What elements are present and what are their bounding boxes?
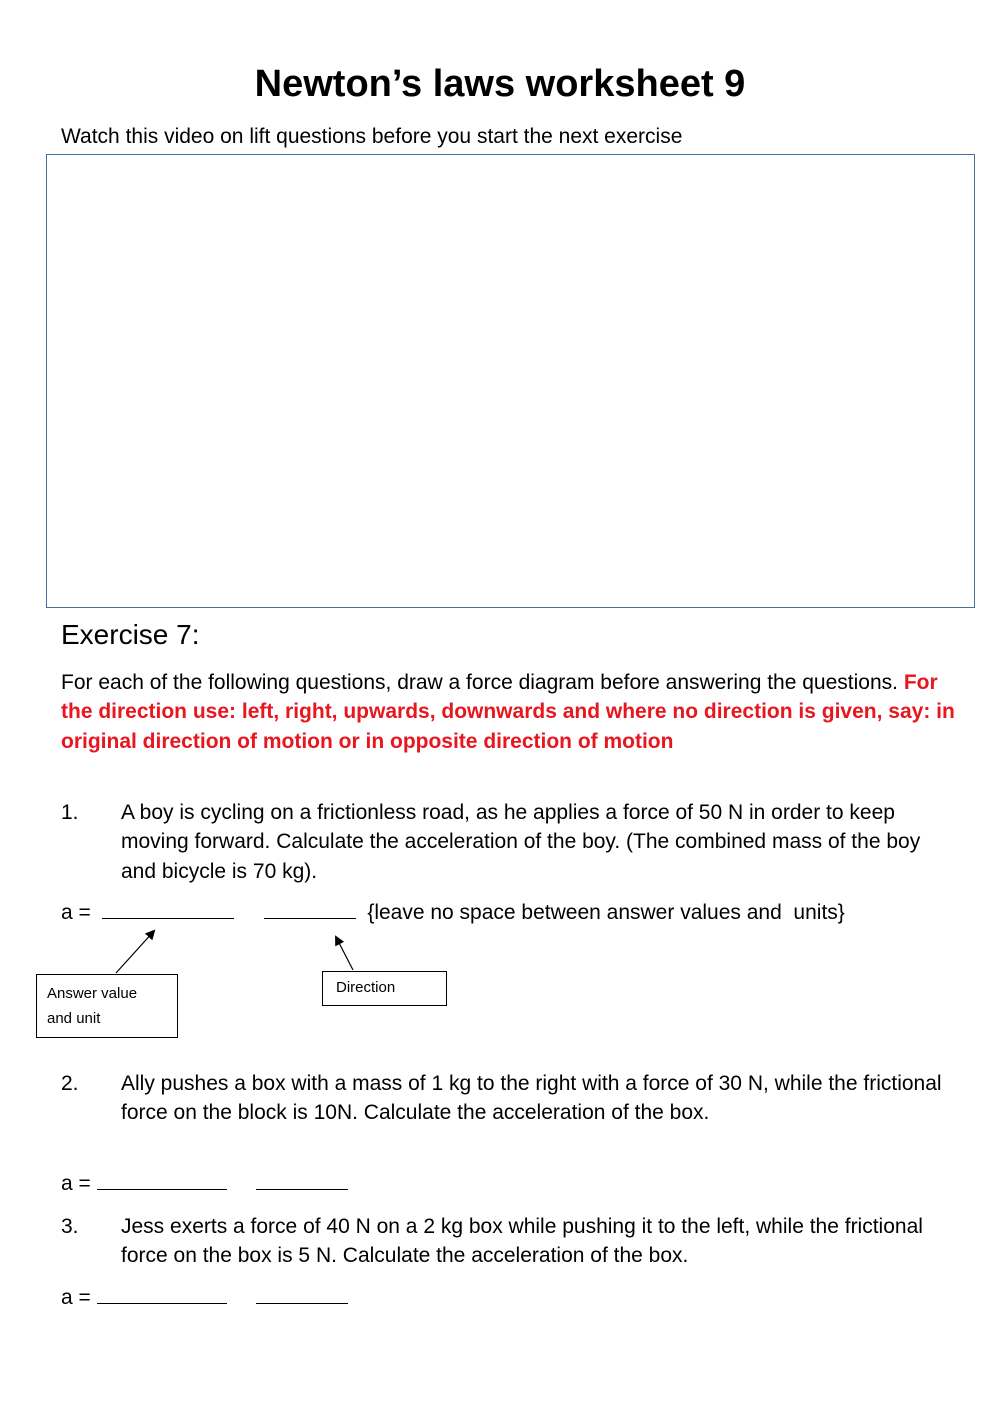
question-1-number: 1. bbox=[61, 801, 79, 824]
exercise-heading: Exercise 7: bbox=[61, 619, 200, 650]
callout-answer-value bbox=[36, 974, 178, 1038]
callout-answer-value-line2: and unit bbox=[47, 1010, 101, 1027]
arrow-to-value-blank bbox=[116, 931, 154, 973]
question-3-answer-row bbox=[61, 1285, 348, 1311]
question-3-number: 3. bbox=[61, 1215, 79, 1238]
callout-answer-value-line1: Answer value bbox=[47, 985, 138, 1002]
question-3-text: Jess exerts a force of 40 N on a 2 kg box while pushing it to the left, while the frictional force on the box is 5 N. Calculate the acceleration of the box. bbox=[121, 1215, 923, 1268]
question-2-text: Ally pushes a box with a mass of 1 kg to the right with a force of 30 N, while the frictional force on the block is 10N. Calculate the acceleration of the box. bbox=[121, 1072, 942, 1125]
instructions-plain: For each of the following questions, draw a force diagram before answering the questions. bbox=[61, 671, 898, 694]
instructions-direction-rule: For the direction use: left, right, upwards, downwards and where no direction is given, say: in original direction of motion or in opposite direction of motion bbox=[61, 671, 955, 753]
page-title: Newton’s laws worksheet 9 bbox=[254, 63, 746, 105]
answer-label: a = bbox=[61, 901, 91, 924]
question-1-text: A boy is cycling on a frictionless road, as he applies a force of 50 N in order to keep moving forward. Calculate the acceleration of the boy. (The combined mass of the boy and bicycle is 70 kg). bbox=[121, 801, 921, 883]
question-3-value-blank[interactable] bbox=[97, 1285, 227, 1304]
answer-note: {leave no space between answer values and units} bbox=[367, 901, 845, 924]
question-2-value-blank[interactable] bbox=[97, 1171, 227, 1190]
arrow-to-direction-blank bbox=[336, 937, 353, 970]
answer-label: a = bbox=[61, 1286, 91, 1309]
answer-label: a = bbox=[61, 1172, 91, 1195]
question-2-answer-row bbox=[61, 1171, 348, 1197]
question-3-direction-blank[interactable] bbox=[256, 1285, 348, 1304]
callout-direction: Direction bbox=[322, 971, 447, 1006]
question-2-direction-blank[interactable] bbox=[256, 1171, 348, 1190]
question-2-number: 2. bbox=[61, 1072, 79, 1095]
video-instruction: Watch this video on lift questions before you start the next exercise bbox=[61, 125, 683, 148]
